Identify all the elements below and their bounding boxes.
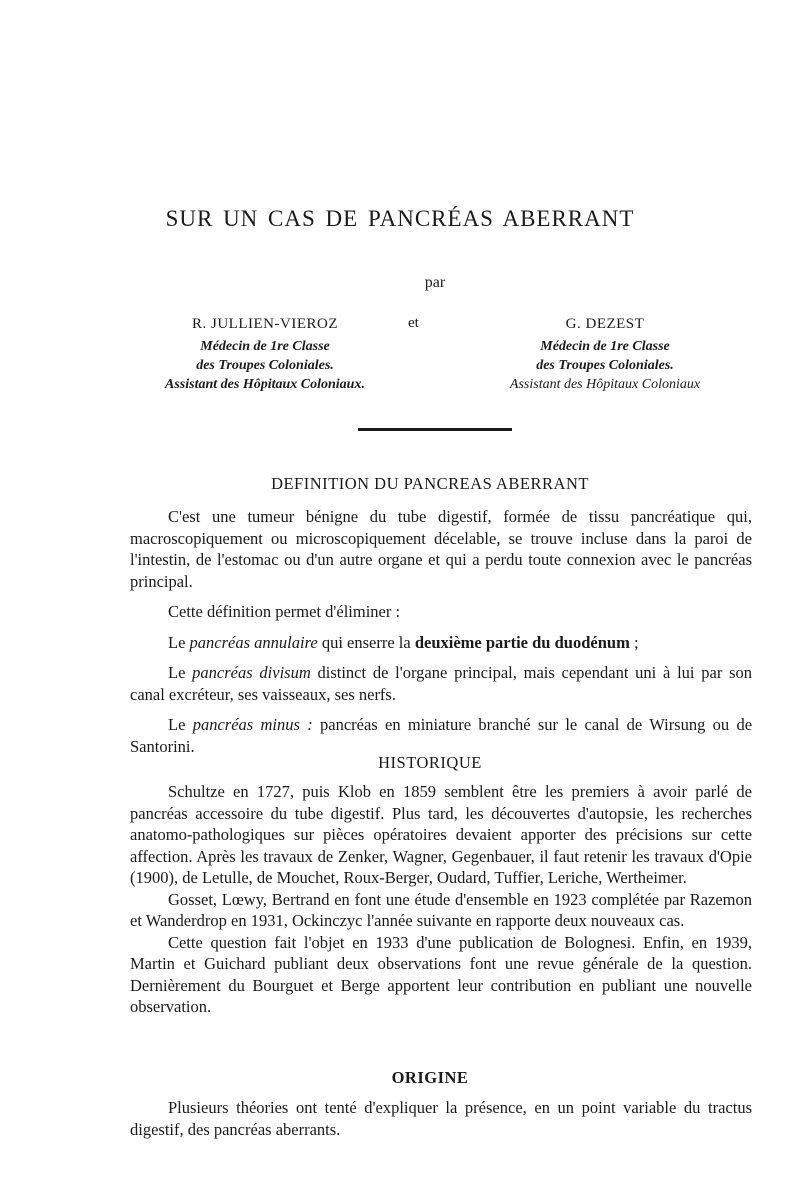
paragraph: C'est une tumeur bénigne du tube digestif, formée de tissu pancréatique qui, macroscopiquement ou microscopiquement décelable, se trouve incluse dans la paroi de l'intestin, de l'estomac ou d'un autre organe et qui a perdu toute connexion avec le pancréas principal. [130,507,752,591]
section-body-historique [130,781,752,1018]
author-right-rank: Médecin de 1re Classe [540,339,670,354]
author-right [470,315,740,394]
author-right-corps: des Troupes Coloniales. [536,358,674,373]
author-left-position: Assistant des Hôpitaux Coloniaux. [165,377,365,392]
article-title: SUR UN CAS DE PANCRÉAS ABERRANT [165,206,635,231]
paragraph: Gosset, Lœwy, Bertrand en font une étude d'ensemble en 1923 complétée par Razemon et Wanderdrop en 1931, Ockinczyc l'année suivante en rapporte deux nouveaux cas. [130,889,752,930]
author-left [140,315,390,394]
paragraph: Cette question fait l'objet en 1933 d'une publication de Bolognesi. Enfin, en 1939, Martin et Guichard publiant deux observations font une revue générale de la question. Dernièrement du Bourguet et Berge apportent leur contribution en publiant une nouvelle observation. [130,932,752,1016]
paragraph: Schultze en 1727, puis Klob en 1859 semblent être les premiers à avoir parlé de pancréas accessoire du tube digestif. Plus tard, les découvertes d'autopsie, les recherches anatomo-pathologiques sur pièces opératoires devaient apporter des précisions sur cette affection. Après les travaux de Zenker, Wagner, Gegenbauer, il faut retenir les travaux d'Opie (1900), de Letulle, de Mouchet, Roux-Berger, Oudard, Tuffier, Leriche, Wertheimer. [130,782,752,887]
paragraph: Le pancréas divisum distinct de l'organe principal, mais cependant uni à lui par son canal excréteur, ses vaisseaux, ses nerfs. [130,663,752,704]
by-label: par [424,274,446,291]
author-right-position: Assistant des Hôpitaux Coloniaux [509,377,701,392]
author-left-rank: Médecin de 1re Classe [200,339,330,354]
paragraph: Plusieurs théories ont tenté d'expliquer la présence, en un point variable du tractus digestif, des pancréas aberrants. [130,1098,752,1139]
author-right-name: G. DEZEST [565,316,645,332]
authors-conjunction: et [408,315,419,331]
paragraph: Cette définition permet d'éliminer : [168,602,401,621]
author-left-corps: des Troupes Coloniales. [196,358,334,373]
section-heading-origine: ORIGINE [391,1068,469,1087]
title-divider [358,428,512,431]
section-heading-historique: HISTORIQUE [378,753,482,772]
section-body-origine [130,1097,752,1140]
paragraph: Le pancréas minus : pancréas en miniature branché sur le canal de Wirsung ou de Santorini. [130,715,753,756]
author-left-name: R. JULLIEN-VIEROZ [192,316,338,332]
section-body-definition [130,506,752,757]
paragraph: Le pancréas annulaire qui enserre la deuxième partie du duodénum ; [168,632,639,652]
section-heading-definition: DEFINITION DU PANCREAS ABERRANT [271,474,589,493]
